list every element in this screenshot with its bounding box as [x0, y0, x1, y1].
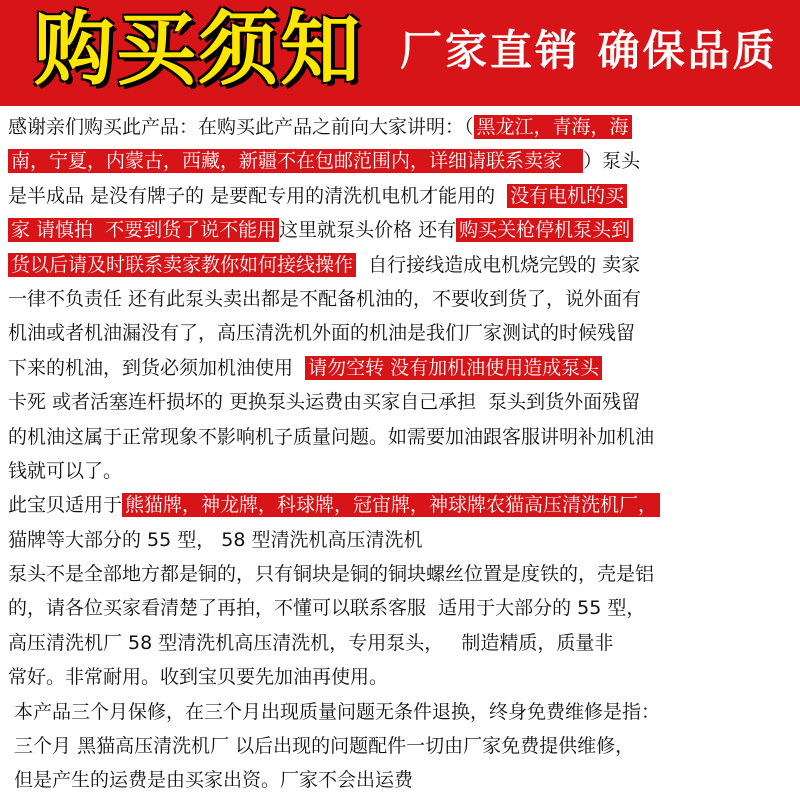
notice-text: 猫牌等大部分的 55 型， 58 型清洗机高压清洗机	[8, 528, 423, 551]
notice-line	[8, 179, 800, 213]
notice-text: 但是产生的运费是由买家出资。厂家不会出运费	[8, 769, 414, 792]
notice-line	[8, 213, 800, 247]
notice-text: 钱就可以了。	[8, 459, 123, 482]
notice-text: 自行接线造成电机烧完毁的 卖家	[356, 253, 641, 276]
notice-line	[8, 316, 800, 350]
factory-direct-slogan: 厂家直销 确保品质	[400, 26, 778, 75]
notice-text: 一律不负责任 还有此泵头卖出都是不配备机油的，不要收到货了，说外面有	[8, 287, 642, 310]
notice-text: 三个月 黑猫高压清洗机厂 以后出现的问题配件一切由厂家免费提供维修，	[8, 735, 635, 758]
notice-line	[8, 557, 800, 591]
highlighted-text: 没有电机的买	[507, 184, 627, 208]
highlighted-text: 请勿空转 没有加机油使用造成泵头	[305, 356, 602, 380]
notice-line	[8, 110, 800, 144]
notice-line	[8, 626, 800, 660]
notice-line	[8, 385, 800, 419]
purchase-notice-title: 购买须知	[34, 3, 362, 96]
notice-text: 这里就泵头价格 还有	[279, 219, 457, 242]
highlighted-text: 购买关枪停机泵头到	[456, 218, 633, 242]
notice-text: 泵头不是全部地方都是铜的，只有铜块是铜的铜块螺丝位置是度铁的，壳是铝	[8, 563, 655, 586]
notice-line	[8, 660, 800, 694]
notice-line	[8, 591, 800, 625]
highlighted-text: 南，宁夏，内蒙古，西藏，新疆不在包邮范围内，详细请联系卖家	[8, 149, 583, 173]
notice-line	[8, 420, 800, 454]
notice-text: 高压清洗机厂 58 型清洗机高压清洗机，专用泵头， 制造精质，质量非	[8, 631, 614, 654]
highlighted-text: 货以后请及时联系卖家教你如何接线操作	[8, 253, 356, 277]
notice-line	[8, 523, 800, 557]
highlighted-text: 黑龙江，青海，海	[474, 115, 632, 139]
notice-text: 此宝贝适用于	[8, 494, 123, 517]
notice-line	[8, 248, 800, 282]
notice-body	[8, 110, 800, 798]
notice-text: 机油或者机油漏没有了，高压清洗机外面的机油是我们厂家测试的时候残留	[8, 322, 636, 345]
notice-text: 本产品三个月保修，在三个月出现质量问题无条件退换，终身免费维修是指：	[8, 700, 661, 723]
notice-line	[8, 282, 800, 316]
highlighted-text: 熊猫牌，神龙牌，科球牌，冠宙牌，神球牌农猫高压清洗机厂，	[122, 493, 660, 517]
notice-text: 的机油这属于正常现象不影响机子质量问题。如需要加油跟客服讲明补加机油	[8, 425, 655, 448]
notice-text: 的，请各位买家看清楚了再拍，不懂可以联系客服 适用于大部分的 55 型，	[8, 597, 646, 620]
notice-text: 下来的机油，到货必须加机油使用	[8, 356, 306, 379]
notice-line	[8, 488, 800, 522]
highlighted-text: 家 请慎拍 不要到货了说不能用	[8, 218, 279, 242]
notice-line	[8, 454, 800, 488]
notice-text: 卡死 或者活塞连杆损坏的 更换泵头运费由买家自己承担 泵头到货外面残留	[8, 391, 641, 414]
header-banner	[0, 0, 800, 106]
notice-text: 常好。非常耐用。收到宝贝要先加油再使用。	[8, 666, 389, 689]
notice-line	[8, 144, 800, 178]
notice-text: 是半成品 是没有牌子的 是要配专用的清洗机电机才能用的	[8, 184, 508, 207]
notice-line	[8, 763, 800, 797]
notice-line	[8, 729, 800, 763]
notice-line	[8, 695, 800, 729]
notice-text: ）泵头	[583, 150, 641, 173]
notice-line	[8, 351, 800, 385]
notice-text: 感谢亲们购买此产品：在购买此产品之前向大家讲明：（	[8, 116, 474, 138]
